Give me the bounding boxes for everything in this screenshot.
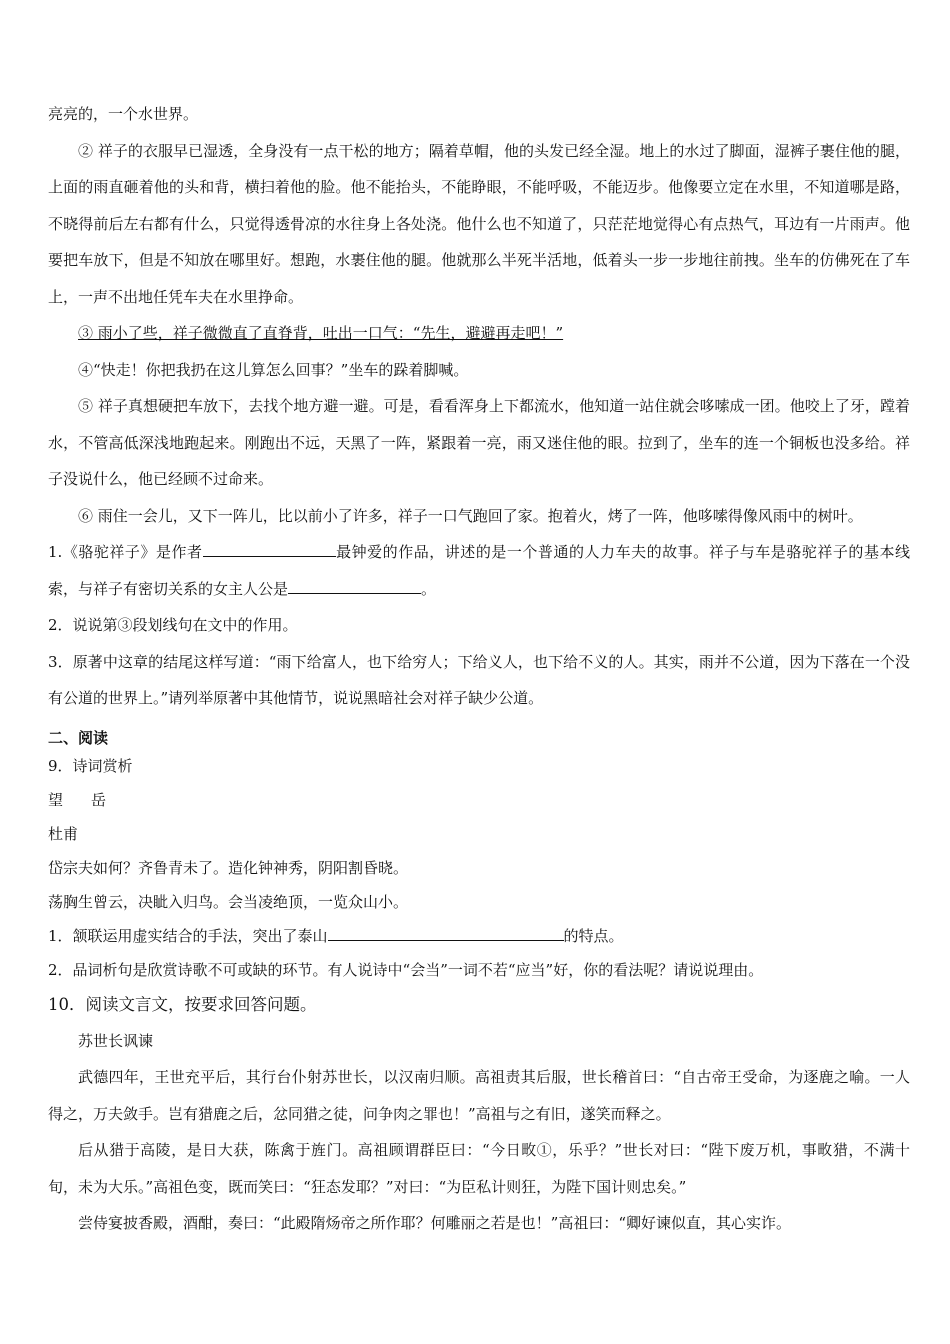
poem-author: 杜甫 [48, 824, 79, 843]
classical-paragraph-3: 尝侍宴披香殿，酒酣，奏曰：“此殿隋炀帝之所作耶？何雕丽之若是也！”高祖曰：“卿好谏似直，其心实诈。 [78, 1214, 792, 1232]
classical-paragraph-2: 后从猎于高陵，是日大获，陈禽于旌门。高祖顾谓群臣曰：“今日畋①，乐乎？”世长对曰：“陛下废万机，事畋猎，不满十旬，未为大乐。”高祖色变，既而笑曰：“狂态发耶？”对曰：“为臣私计则狂，为陛下国计则忠矣。” [48, 1141, 910, 1196]
classical-paragraph-1: 武德四年，王世充平后，其行台仆射苏世长，以汉南归顺。高祖责其后服，世长稽首曰：“自古帝王受命，为逐鹿之喻。一人得之，万夫敛手。岂有猎鹿之后，忿同猎之徒，问争肉之罪也！”高祖与之有旧，遂笑而释之。 [48, 1068, 910, 1123]
poem-line-2: 荡胸生曾云，决眦入归鸟。会当凌绝顶，一览众山小。 [48, 892, 409, 911]
passage-paragraph-5: ⑤ 祥子真想硬把车放下，去找个地方避一避。可是，看看浑身上下都流水，他知道一站住就会哆嗦成一团。他咬上了牙，蹚着水，不管高低深浅地跑起来。刚跑出不远，天黑了一阵，紧跟着一亮，雨又迷住他的眼。拉到了，坐车的连一个铜板也没多给。祥子没说什么，他已经顾不过命来。 [48, 397, 910, 488]
section-heading-reading: 二、阅读 [48, 728, 109, 747]
question-9-label: 9．诗词赏析 [48, 756, 133, 775]
poem-title: 望 岳 [48, 790, 107, 809]
poem-line-1: 岱宗夫如何？齐鲁青未了。造化钟神秀，阴阳割昏晓。 [48, 858, 409, 877]
question-9-2: 2．品词析句是欣赏诗歌不可或缺的环节。有人说诗中“会当”一词不若“应当”好，你的看法呢？请说说理由。 [48, 960, 764, 979]
passage-paragraph-4: ④“快走！你把我扔在这儿算怎么回事？”坐车的跺着脚喊。 [78, 360, 469, 379]
classical-text-title: 苏世长讽谏 [78, 1031, 154, 1050]
answer-blank-heroine[interactable] [288, 576, 421, 594]
passage-paragraph-6: ⑥ 雨住一会儿，又下一阵儿，比以前小了许多，祥子一口气跑回了家。抱着火，烤了一阵，他哆嗦得像风雨中的树叶。 [78, 506, 863, 525]
question-9-1: 1．颔联运用虚实结合的手法，突出了泰山 的特点。 [48, 919, 910, 953]
passage-line-top: 亮亮的，一个水世界。 [48, 105, 199, 123]
answer-blank-author[interactable] [203, 539, 336, 557]
passage-paragraph-2: ② 祥子的衣服早已湿透，全身没有一点干松的地方；隔着草帽，他的头发已经全湿。地上的水过了脚面，湿裤子裹住他的腿，上面的雨直砸着他的头和背，横扫着他的脸。他不能抬头，不能睁眼，不能呼吸，不能迈步。他像要立定在水里，不知道哪是路，不晓得前后左右都有什么，只觉得透骨凉的水往身上各处浇。他什么也不知道了，只茫茫地觉得心有点热气，耳边有一片雨声。他要把车放下，但是不知放在哪里好。想跑，水裹住他的腿。他就那么半死半活地，低着头一步一步地往前拽。坐车的仿佛死在了车上，一声不出地任凭车夫在水里挣命。 [48, 141, 910, 306]
question-2: 2．说说第③段划线句在文中的作用。 [48, 616, 298, 634]
document-page [48, 96, 910, 1242]
underlined-sentence: ③ 雨小了些，祥子微微直了直脊背，吐出一口气：“先生，避避再走吧！” [78, 324, 564, 342]
answer-blank-feature[interactable] [328, 923, 564, 941]
question-3: 3．原著中这章的结尾这样写道：“雨下给富人，也下给穷人；下给义人，也下给不义的人。其实，雨并不公道，因为下落在一个没有公道的世界上。”请列举原著中其他情节，说说黑暗社会对祥子缺少公道。 [48, 652, 910, 707]
question-10-label: 10．阅读文言文，按要求回答问题。 [48, 994, 317, 1014]
question-1: 1.《骆驼祥子》是作者 最钟爱的作品，讲述的是一个普通的人力车夫的故事。祥子与车是骆驼祥子的基本线索，与祥子有密切关系的女主人公是 。 [48, 534, 910, 607]
passage-paragraph-3 [48, 315, 910, 352]
